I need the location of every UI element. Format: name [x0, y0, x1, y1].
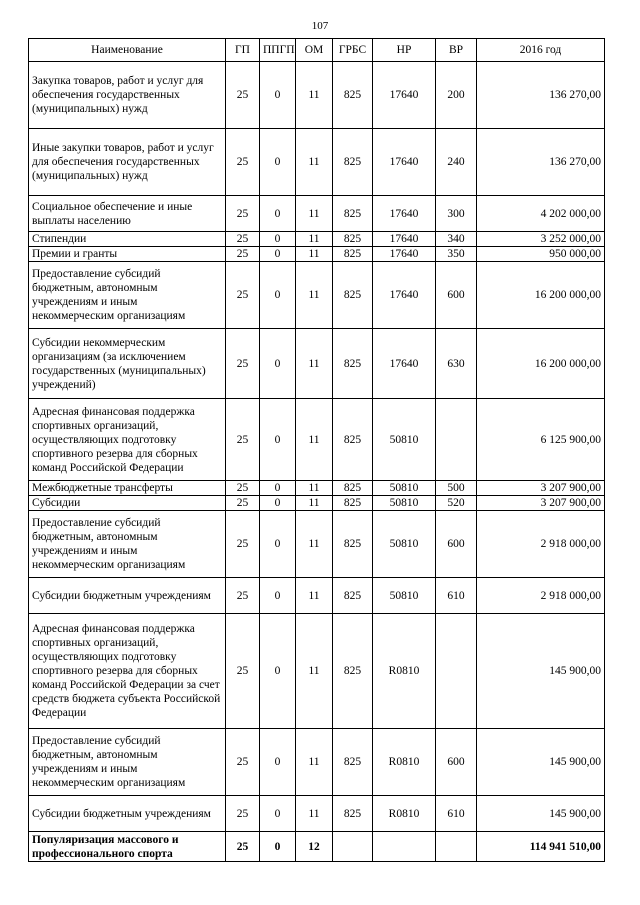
cell-ppgp: 0	[260, 247, 296, 262]
cell-amount: 950 000,00	[477, 247, 605, 262]
cell-name: Адресная финансовая поддержка спортивных организаций, осуществляющих подготовку спортивного резерва для сборных команд Российской Федерации за счет средств бюджета субъекта Российской Федерации	[29, 614, 226, 729]
table-row	[29, 481, 605, 496]
cell-gp: 25	[226, 329, 260, 399]
cell-name: Предоставление субсидий бюджетным, автономным учреждениям и иным некоммерческим организациям	[29, 262, 226, 329]
header-gp: ГП	[226, 39, 260, 62]
table-body	[29, 62, 605, 862]
cell-amount: 145 900,00	[477, 796, 605, 832]
header-ppgp: ППГП	[260, 39, 296, 62]
cell-vr: 610	[436, 796, 477, 832]
cell-nr: 17640	[373, 196, 436, 232]
header-vr: ВР	[436, 39, 477, 62]
cell-om: 11	[296, 232, 333, 247]
cell-gp: 25	[226, 578, 260, 614]
cell-nr: 50810	[373, 399, 436, 481]
table-row	[29, 262, 605, 329]
cell-amount: 145 900,00	[477, 729, 605, 796]
cell-vr: 610	[436, 578, 477, 614]
cell-nr: 17640	[373, 232, 436, 247]
cell-om: 11	[296, 496, 333, 511]
cell-vr: 600	[436, 729, 477, 796]
cell-name: Межбюджетные трансферты	[29, 481, 226, 496]
cell-amount: 16 200 000,00	[477, 329, 605, 399]
cell-name: Предоставление субсидий бюджетным, автономным учреждениям и иным некоммерческим организациям	[29, 511, 226, 578]
cell-nr: 50810	[373, 578, 436, 614]
table-row	[29, 232, 605, 247]
cell-amount: 3 207 900,00	[477, 496, 605, 511]
cell-name: Субсидии	[29, 496, 226, 511]
cell-grbs: 825	[333, 129, 373, 196]
cell-nr: R0810	[373, 614, 436, 729]
cell-nr: 50810	[373, 496, 436, 511]
cell-name: Популяризация массового и профессионального спорта	[29, 832, 226, 862]
table-row	[29, 614, 605, 729]
cell-grbs: 825	[333, 399, 373, 481]
table-row-total	[29, 832, 605, 862]
cell-om: 11	[296, 196, 333, 232]
table-row	[29, 329, 605, 399]
table-row	[29, 62, 605, 129]
table-row	[29, 578, 605, 614]
cell-amount: 114 941 510,00	[477, 832, 605, 862]
cell-gp: 25	[226, 614, 260, 729]
cell-om: 11	[296, 481, 333, 496]
cell-name: Субсидии бюджетным учреждениям	[29, 796, 226, 832]
cell-ppgp: 0	[260, 511, 296, 578]
cell-amount: 16 200 000,00	[477, 262, 605, 329]
cell-grbs: 825	[333, 329, 373, 399]
cell-nr	[373, 832, 436, 862]
cell-nr: 17640	[373, 62, 436, 129]
cell-amount: 145 900,00	[477, 614, 605, 729]
cell-om: 11	[296, 62, 333, 129]
cell-vr	[436, 614, 477, 729]
cell-om: 11	[296, 262, 333, 329]
cell-ppgp: 0	[260, 729, 296, 796]
cell-name: Социальное обеспечение и иные выплаты населению	[29, 196, 226, 232]
cell-gp: 25	[226, 511, 260, 578]
cell-ppgp: 0	[260, 232, 296, 247]
cell-name: Премии и гранты	[29, 247, 226, 262]
cell-vr: 200	[436, 62, 477, 129]
header-row	[29, 39, 605, 62]
cell-om: 11	[296, 129, 333, 196]
cell-grbs: 825	[333, 511, 373, 578]
cell-amount: 3 252 000,00	[477, 232, 605, 247]
cell-ppgp: 0	[260, 399, 296, 481]
cell-nr: 17640	[373, 329, 436, 399]
cell-nr: R0810	[373, 729, 436, 796]
cell-om: 11	[296, 247, 333, 262]
cell-ppgp: 0	[260, 578, 296, 614]
page-number: 107	[311, 20, 329, 32]
cell-name: Стипендии	[29, 232, 226, 247]
cell-gp: 25	[226, 129, 260, 196]
cell-ppgp: 0	[260, 796, 296, 832]
header-om: ОМ	[296, 39, 333, 62]
cell-amount: 2 918 000,00	[477, 578, 605, 614]
cell-gp: 25	[226, 232, 260, 247]
cell-nr: 50810	[373, 481, 436, 496]
cell-name: Субсидии некоммерческим организациям (за исключением государственных (муниципальных) учреждений)	[29, 329, 226, 399]
table-row	[29, 496, 605, 511]
cell-vr: 300	[436, 196, 477, 232]
cell-amount: 136 270,00	[477, 129, 605, 196]
cell-om: 11	[296, 511, 333, 578]
cell-ppgp: 0	[260, 262, 296, 329]
cell-vr: 520	[436, 496, 477, 511]
cell-vr: 600	[436, 262, 477, 329]
cell-grbs: 825	[333, 196, 373, 232]
table-row	[29, 129, 605, 196]
cell-amount: 2 918 000,00	[477, 511, 605, 578]
cell-vr: 340	[436, 232, 477, 247]
cell-om: 11	[296, 399, 333, 481]
cell-grbs: 825	[333, 262, 373, 329]
cell-om: 11	[296, 729, 333, 796]
cell-ppgp: 0	[260, 196, 296, 232]
cell-gp: 25	[226, 729, 260, 796]
header-amount: 2016 год	[477, 39, 605, 62]
cell-ppgp: 0	[260, 129, 296, 196]
cell-ppgp: 0	[260, 329, 296, 399]
cell-vr: 350	[436, 247, 477, 262]
cell-grbs: 825	[333, 578, 373, 614]
cell-vr: 500	[436, 481, 477, 496]
cell-vr	[436, 832, 477, 862]
cell-gp: 25	[226, 496, 260, 511]
cell-name: Иные закупки товаров, работ и услуг для обеспечения государственных (муниципальных) нужд	[29, 129, 226, 196]
cell-vr: 600	[436, 511, 477, 578]
cell-nr: 17640	[373, 129, 436, 196]
header-name: Наименование	[29, 39, 226, 62]
cell-name: Предоставление субсидий бюджетным, автономным учреждениям и иным некоммерческим организациям	[29, 729, 226, 796]
cell-name: Адресная финансовая поддержка спортивных организаций, осуществляющих подготовку спортивного резерва для сборных команд Российской Федерации	[29, 399, 226, 481]
cell-ppgp: 0	[260, 496, 296, 511]
cell-om: 11	[296, 796, 333, 832]
cell-om: 11	[296, 614, 333, 729]
cell-gp: 25	[226, 262, 260, 329]
table-row	[29, 729, 605, 796]
cell-gp: 25	[226, 832, 260, 862]
cell-grbs: 825	[333, 729, 373, 796]
cell-ppgp: 0	[260, 832, 296, 862]
cell-nr: 17640	[373, 247, 436, 262]
table-row	[29, 796, 605, 832]
cell-amount: 4 202 000,00	[477, 196, 605, 232]
cell-grbs: 825	[333, 62, 373, 129]
cell-vr: 630	[436, 329, 477, 399]
table-row	[29, 196, 605, 232]
cell-amount: 6 125 900,00	[477, 399, 605, 481]
cell-name: Субсидии бюджетным учреждениям	[29, 578, 226, 614]
cell-gp: 25	[226, 399, 260, 481]
cell-om: 12	[296, 832, 333, 862]
cell-nr: 17640	[373, 262, 436, 329]
cell-amount: 136 270,00	[477, 62, 605, 129]
cell-name: Закупка товаров, работ и услуг для обеспечения государственных (муниципальных) нужд	[29, 62, 226, 129]
budget-table	[28, 38, 605, 862]
cell-ppgp: 0	[260, 481, 296, 496]
cell-nr: R0810	[373, 796, 436, 832]
table-header	[29, 39, 605, 62]
cell-grbs: 825	[333, 496, 373, 511]
cell-gp: 25	[226, 481, 260, 496]
cell-gp: 25	[226, 196, 260, 232]
header-nr: НР	[373, 39, 436, 62]
cell-grbs: 825	[333, 247, 373, 262]
header-grbs: ГРБС	[333, 39, 373, 62]
table-row	[29, 399, 605, 481]
cell-gp: 25	[226, 247, 260, 262]
cell-grbs: 825	[333, 614, 373, 729]
cell-ppgp: 0	[260, 614, 296, 729]
cell-nr: 50810	[373, 511, 436, 578]
cell-grbs: 825	[333, 481, 373, 496]
cell-ppgp: 0	[260, 62, 296, 129]
table-row	[29, 511, 605, 578]
cell-grbs	[333, 832, 373, 862]
cell-gp: 25	[226, 62, 260, 129]
cell-gp: 25	[226, 796, 260, 832]
cell-vr: 240	[436, 129, 477, 196]
cell-grbs: 825	[333, 796, 373, 832]
table-row	[29, 247, 605, 262]
cell-om: 11	[296, 329, 333, 399]
cell-om: 11	[296, 578, 333, 614]
cell-vr	[436, 399, 477, 481]
cell-amount: 3 207 900,00	[477, 481, 605, 496]
cell-grbs: 825	[333, 232, 373, 247]
